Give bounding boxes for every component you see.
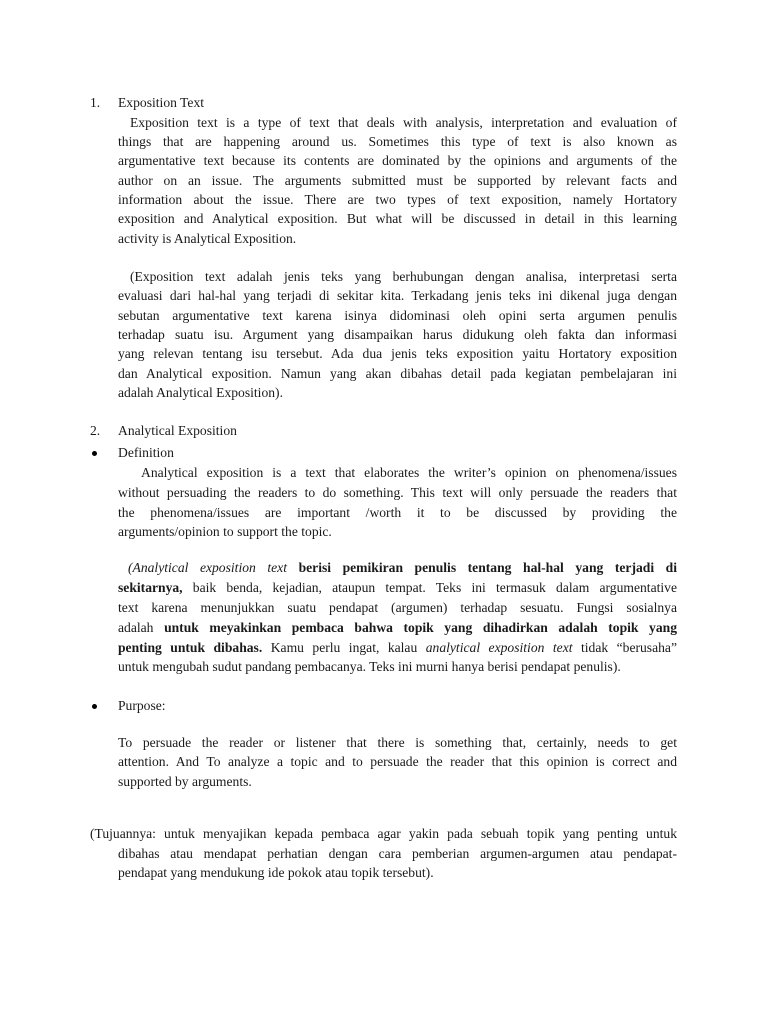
bullet-icon: [92, 704, 97, 709]
paragraph-line: author on an issue. The arguments submitted must be supported by relevant facts and: [118, 173, 677, 188]
paragraph-line: (Exposition text adalah jenis teks yang berhubungan dengan analisa, interpretasi serta: [130, 269, 677, 284]
paragraph-line: text karena menunjukkan suatu pendapat (argumen) terhadap sesuatu. Fungsi sosialnya: [118, 600, 677, 615]
paragraph-line: yang relevan tentang isu tersebut. Ada dua jenis teks exposition yaitu Hortatory exposition: [118, 346, 677, 361]
paragraph-line: things that are happening around us. Sometimes this type of text is also known as: [118, 134, 677, 149]
paragraph-line: activity is Analytical Exposition.: [118, 231, 297, 246]
text-span: Kamu perlu ingat, kalau: [270, 640, 418, 655]
text-span: baik benda, kejadian, ataupun tempat. Teks ini termasuk dalam argumentative: [192, 580, 677, 595]
section-1-number: 1.: [90, 95, 101, 110]
paragraph-line: without persuading the readers to do something. This text will only persuade the readers that: [118, 485, 677, 500]
paragraph-line: [118, 640, 677, 656]
paragraph-line: terhadap suatu isu. Argument yang disampaikan harus didukung oleh fakta dan informasi: [118, 327, 677, 342]
purpose-label: Purpose:: [118, 698, 166, 713]
paragraph-line: Exposition text is a type of text that deals with analysis, interpretation and evaluation of: [130, 115, 677, 130]
bullet-icon: [92, 451, 97, 456]
italic-term: analytical exposition text: [425, 640, 573, 655]
paragraph-line: supported by arguments.: [118, 774, 252, 789]
paragraph-line: [118, 620, 677, 636]
paragraph-line: argumentative text because its contents are dominated by the opinions and arguments of the: [118, 153, 677, 168]
paragraph-line: sebutan argumentative text karena isinya didominasi oleh opini serta argumen penulis: [118, 308, 677, 323]
text-span: adalah: [118, 620, 154, 635]
text-span: tidak “berusaha”: [580, 640, 677, 655]
paragraph-line: untuk mengubah sudut pandang pembacanya. Teks ini murni hanya berisi pendapat penulis).: [118, 659, 621, 674]
paragraph-line: attention. And To analyze a topic and to persuade the reader that this opinion is correct and: [118, 754, 677, 769]
paragraph-line: Analytical exposition is a text that elaborates the writer’s opinion on phenomena/issues: [141, 465, 677, 480]
definition-label: Definition: [118, 445, 174, 460]
italic-term: (Analytical exposition text: [128, 560, 287, 575]
paragraph-line: dibahas atau mendapat perhatian dengan cara pemberian argumen-argumen atau pendapat-: [118, 846, 677, 861]
paragraph-line: exposition and Analytical exposition. But what will be discussed in detail in this learning: [118, 211, 677, 226]
bold-phrase: untuk meyakinkan pembaca bahwa topik yang dihadirkan adalah topik yang: [164, 620, 677, 635]
paragraph-line: the phenomena/issues are important /worth it to be discussed by providing the: [118, 505, 677, 520]
paragraph-line: To persuade the reader or listener that there is something that, certainly, needs to get: [118, 735, 677, 750]
section-2-heading: Analytical Exposition: [118, 423, 237, 438]
section-2-number: 2.: [90, 423, 101, 438]
bold-phrase: sekitarnya,: [118, 580, 183, 595]
paragraph-line: information about the issue. There are two types of text exposition, namely Hortatory: [118, 192, 677, 207]
paragraph-line: evaluasi dari hal-hal yang terjadi di sekitar kita. Terkadang jenis teks ini dikenal juga dengan: [118, 288, 677, 303]
paragraph-line: adalah Analytical Exposition).: [118, 385, 283, 400]
paragraph-line: arguments/opinion to support the topic.: [118, 524, 332, 539]
paragraph-line: pendapat yang mendukung ide pokok atau topik tersebut).: [118, 865, 434, 880]
bold-phrase: penting untuk dibahas.: [118, 640, 263, 655]
paragraph-line: dan Analytical exposition. Namun yang akan dibahas detail pada kegiatan pembelajaran ini: [118, 366, 677, 381]
paragraph-line: [128, 560, 677, 576]
paragraph-line: (Tujuannya: untuk menyajikan kepada pembaca agar yakin pada sebuah topik yang penting untuk: [90, 826, 677, 841]
bold-phrase: berisi pemikiran penulis tentang hal-hal yang terjadi di: [298, 560, 677, 575]
section-1-heading: Exposition Text: [118, 95, 205, 110]
paragraph-line: [118, 580, 677, 596]
